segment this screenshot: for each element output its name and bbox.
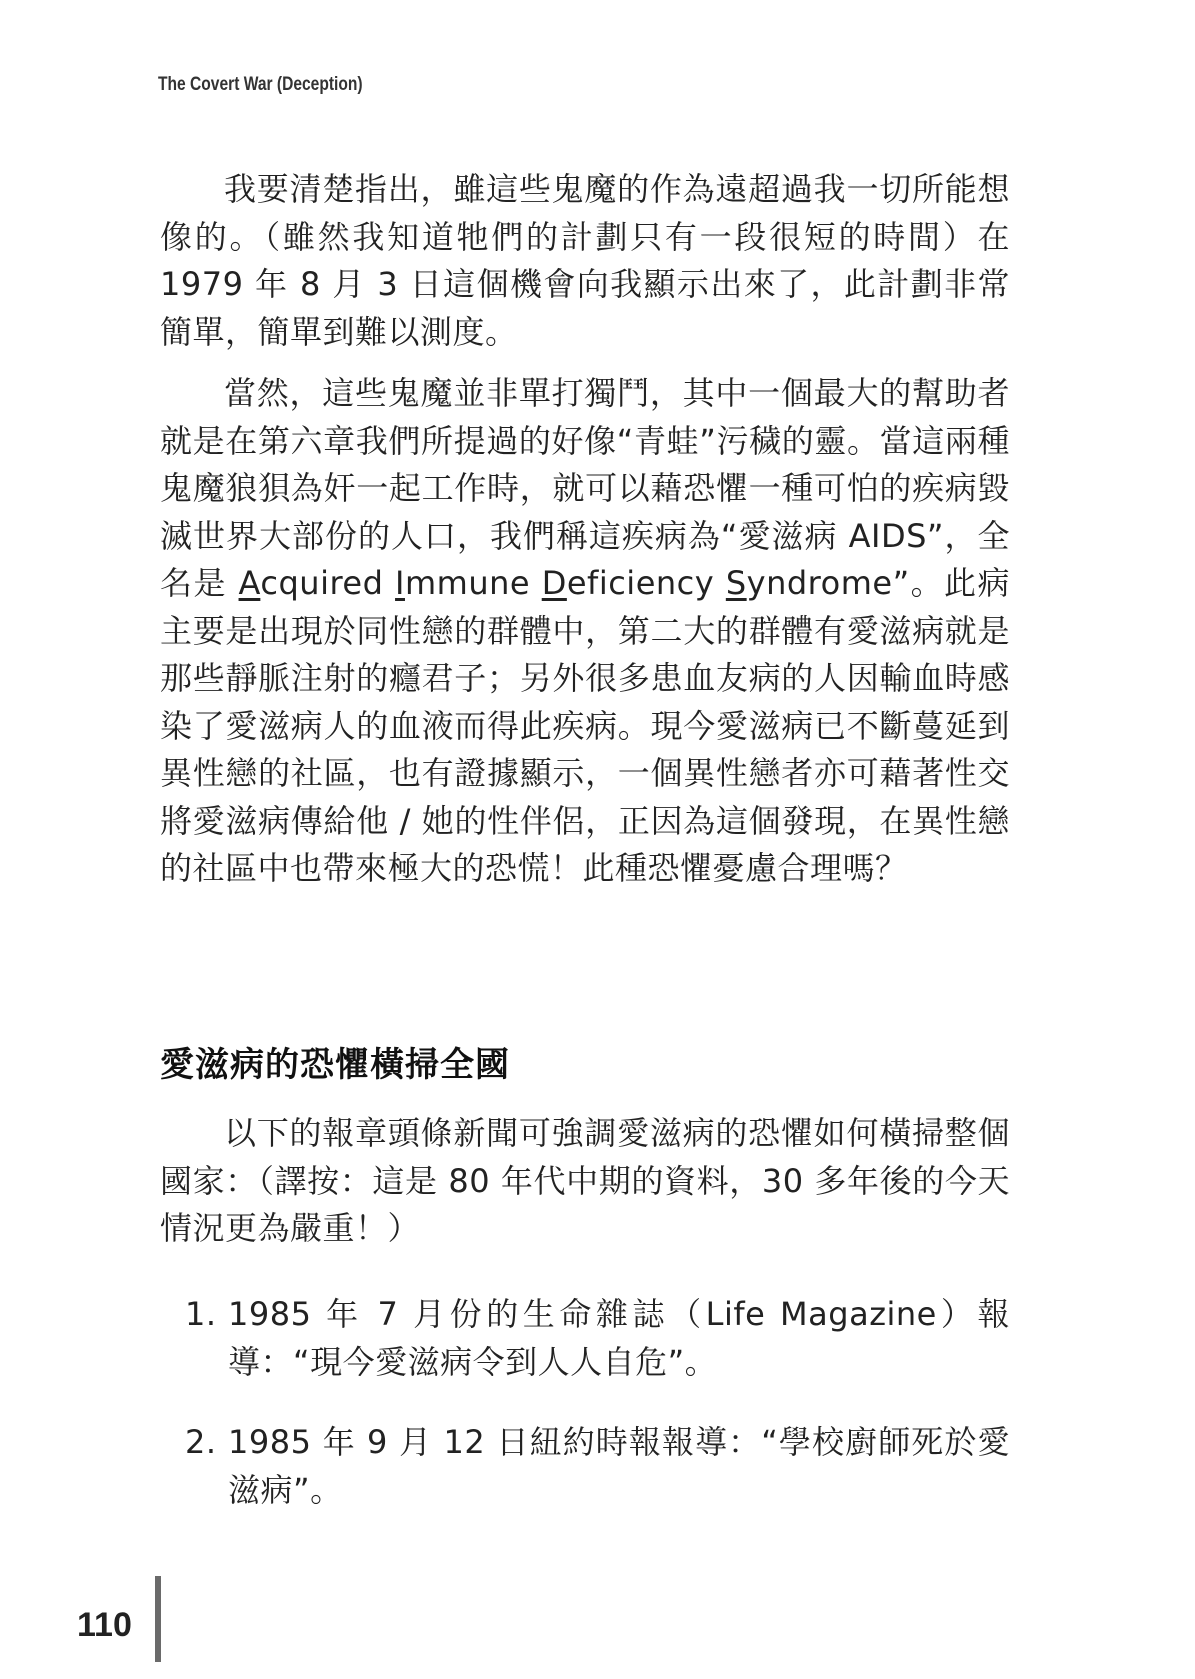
- paragraph-1: [160, 166, 1010, 356]
- paragraph-2: [160, 370, 1010, 893]
- paragraph-3-text: 以下的報章頭條新聞可強調愛滋病的恐懼如何橫掃整個國家：（譯按：這是 80 年代中期的資料，30 多年後的今天情況更為嚴重！）: [160, 1114, 1010, 1247]
- page-number: 110: [77, 1606, 132, 1644]
- acronym-word-s: yndrome: [746, 564, 893, 602]
- list-item-text: 1985 年 7 月份的生命雜誌（Life Magazine）報導：“現今愛滋病令到人人自危”。: [228, 1295, 1010, 1381]
- acronym-letter-d: D: [541, 564, 567, 602]
- paragraph-1-text: 我要清楚指出，雖這些鬼魔的作為遠超過我一切所能想像的。（雖然我知道牠們的計劃只有一段很短的時間）在 1979 年 8 月 3 日這個機會向我顯示出來了，此計劃非常簡單，簡單到難以測度。: [160, 170, 1010, 351]
- paragraph-2-before: 當然，這些鬼魔並非單打獨鬥，其中一個最大的幫助者就是在第六章我們所提過的好像“青蛙”污穢的靈。當這兩種鬼魔狼狽為奸一起工作時，就可以藉恐懼一種可怕的疾病毀滅世界大部份的人口，我們稱這疾病為“愛滋病 AIDS”，全名是: [160, 374, 1010, 602]
- list-item: [185, 1290, 1010, 1386]
- acronym-letter-i: I: [395, 564, 405, 602]
- acronym-letter-a: A: [238, 564, 261, 602]
- acronym-word-d: eficiency: [566, 564, 726, 602]
- page-number-rule: [155, 1576, 161, 1662]
- list-item: [185, 1418, 1010, 1514]
- paragraph-3: [160, 1110, 1010, 1253]
- acronym-word-a: cquired: [260, 564, 396, 602]
- list-item-number: 2.: [185, 1423, 217, 1461]
- running-title: The Covert War (Deception): [158, 74, 363, 95]
- acronym-word-i: mmune: [404, 564, 542, 602]
- paragraph-2-after: ”。此病主要是出現於同性戀的群體中，第二大的群體有愛滋病就是那些靜脈注射的癮君子；另外很多患血友病的人因輸血時感染了愛滋病人的血液而得此疾病。現今愛滋病已不斷蔓延到異性戀的社區，也有證據顯示，一個異性戀者亦可藉著性交將愛滋病傳給他 / 她的性伴侶，正因為這個發現，在異性戀的社區中也帶來極大的恐慌！此種恐懼憂慮合理嗎？: [160, 564, 1011, 887]
- list-item-number: 1.: [185, 1295, 217, 1333]
- section-heading: 愛滋病的恐懼橫掃全國: [160, 1045, 510, 1085]
- list-item-text: 1985 年 9 月 12 日紐約時報報導：“學校廚師死於愛滋病”。: [228, 1423, 1010, 1509]
- paragraph-2-text: [160, 370, 1010, 893]
- acronym-letter-s: S: [725, 564, 747, 602]
